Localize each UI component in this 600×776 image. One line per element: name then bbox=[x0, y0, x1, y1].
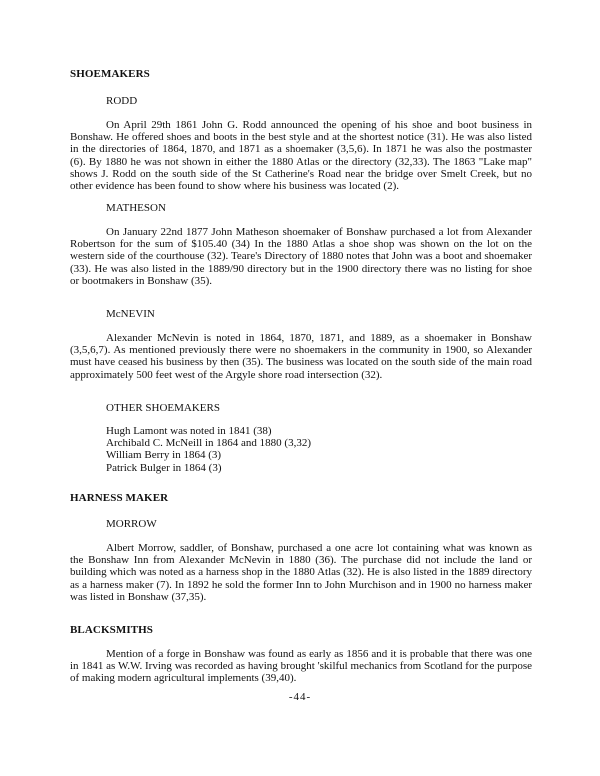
section-heading-blacksmiths: BLACKSMITHS bbox=[70, 624, 154, 636]
subheading-morrow: MORROW bbox=[106, 518, 157, 530]
section-heading-shoemakers: SHOEMAKERS bbox=[70, 68, 150, 80]
paragraph-matheson: On January 22nd 1877 John Matheson shoemaker of Bonshaw purchased a lot from Alexander Robertson for the sum of $105.40 (34) In the 1880 Atlas a shoe shop was shown on the lot on the western side of the courthouse (32). Teare's Directory of 1880 notes that John was a boot and shoemaker (33). He was also listed in the 1889/90 directory but in the 1900 directory there was no listing for shoe or bootmakers in Bonshaw (35). bbox=[70, 226, 532, 287]
list-item: Hugh Lamont was noted in 1841 (38) bbox=[106, 425, 272, 437]
list-item: Patrick Bulger in 1864 (3) bbox=[106, 461, 222, 474]
section-heading-harness-maker: HARNESS MAKER bbox=[70, 492, 169, 504]
paragraph-mcnevin: Alexander McNevin is noted in 1864, 1870, 1871, and 1889, as a shoemaker in Bonshaw (3,5,6,7). As mentioned previously there were no shoemakers in the community in 1900, so Alexander must have ceased his business by then (35). The business was located on the south side of the main road approximately 500 feet west of the Argyle shore road intersection (32). bbox=[70, 332, 532, 381]
subheading-mcnevin: McNEVIN bbox=[106, 308, 155, 320]
paragraph-rodd: On April 29th 1861 John G. Rodd announced the opening of his shoe and boot business in Bonshaw. He offered shoes and boots in the best style and at the shortest notice (31). He was also listed in the directories of 1864, 1870, and 1871 as a shoemaker (3,5,6). In 1871 he was also the postmaster (6). By 1880 he was not shown in either the 1880 Atlas or the directory (32,33). The 1863 "Lake map" shows J. Rodd on the south side of the St Catherine's Road near the bridge over Smelt Creek, but no other evidence has been found to show where his business was located (2). bbox=[70, 119, 532, 193]
other-shoemakers-list bbox=[106, 425, 311, 474]
subheading-matheson: MATHESON bbox=[106, 202, 166, 214]
paragraph-morrow: Albert Morrow, saddler, of Bonshaw, purchased a one acre lot containing what was known as the Bonshaw Inn from Alexander McNevin in 1880 (36). The purchase did not include the land or building which was noted as a harness shop in the 1880 Atlas (32). He is also listed in the 1889 directory as a harness maker (7). In 1892 he sold the former Inn to John Murchison and in 1900 no harness maker was listed in Bonshaw (37,35). bbox=[70, 542, 532, 603]
subheading-other-shoemakers: OTHER SHOEMAKERS bbox=[106, 402, 220, 414]
subheading-rodd: RODD bbox=[106, 95, 138, 107]
page-number: -44- bbox=[288, 691, 312, 703]
list-item: William Berry in 1864 (3) bbox=[106, 449, 222, 462]
list-item: Archibald C. McNeill in 1864 and 1880 (3,32) bbox=[106, 437, 311, 450]
paragraph-blacksmiths: Mention of a forge in Bonshaw was found as early as 1856 and it is probable that there was one in 1841 as W.W. Irving was recorded as having brought 'skilful mechanics from Scotland for the purpose of making modern agricultural implements (39,40). bbox=[70, 648, 532, 685]
